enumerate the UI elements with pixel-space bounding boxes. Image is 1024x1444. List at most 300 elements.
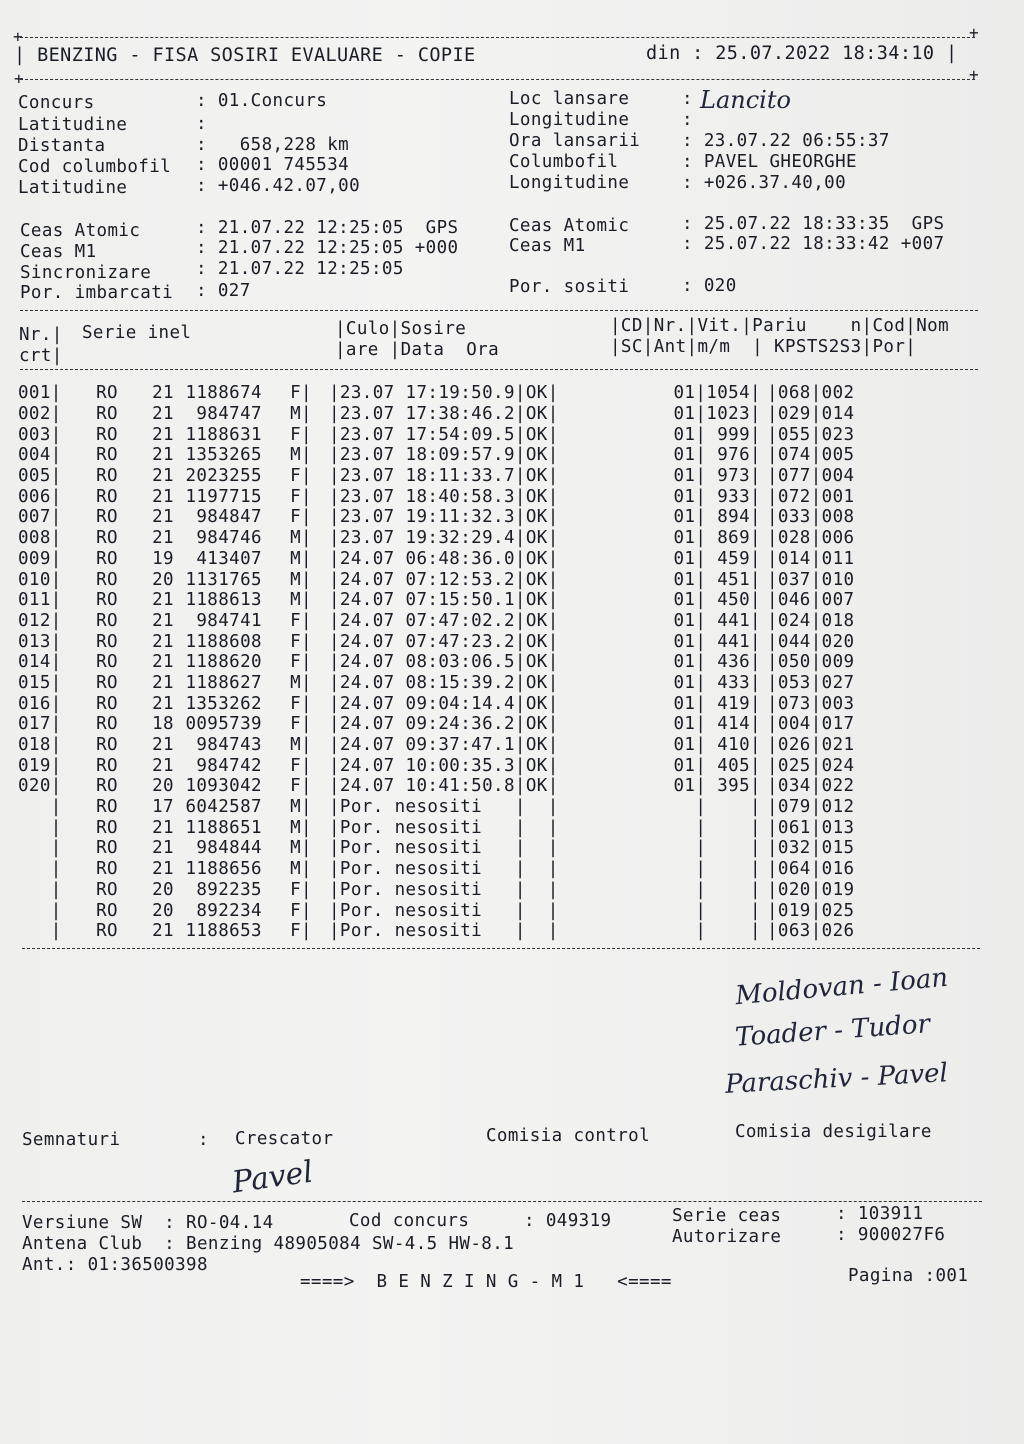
row-ant: | |	[673, 838, 761, 859]
row-ant: | |	[673, 797, 761, 818]
row-sosire: |24.07 07:15:50.1|OK|	[329, 590, 559, 611]
row-an: 17	[152, 797, 174, 818]
row-tara: RO	[96, 735, 118, 756]
row-tara: RO	[96, 652, 118, 673]
row-tara: RO	[96, 590, 118, 611]
row-nr: 020|	[18, 776, 62, 797]
row-nr: 006|	[18, 486, 62, 507]
row-sex: F|	[290, 879, 312, 900]
row-tara: RO	[96, 672, 118, 693]
row-nr: |	[18, 797, 62, 818]
row-nr: 002|	[18, 404, 62, 425]
info-value: : +026.37.40,00	[682, 173, 847, 193]
row-inel: 1188674	[185, 383, 262, 404]
table-row	[18, 445, 855, 466]
table-row	[18, 838, 855, 859]
row-ant: 01| 410|	[673, 735, 761, 756]
row-sex: M|	[290, 569, 312, 590]
row-sex: M|	[290, 735, 312, 756]
footer-antenna: Antena Club : Benzing 48905084 SW-4.5 HW-8.1	[22, 1234, 515, 1254]
row-sex: M|	[290, 528, 312, 549]
row-an: 21	[152, 590, 174, 611]
footer-clock-serial: : 103911	[836, 1204, 924, 1224]
row-sex: M|	[290, 859, 312, 880]
info-label: Loc lansare	[509, 89, 630, 109]
table-row	[18, 549, 855, 570]
table-top-border	[20, 310, 978, 311]
row-inel: 1188627	[185, 672, 262, 693]
table-row	[18, 590, 855, 611]
row-tara: RO	[96, 693, 118, 714]
row-sex: F|	[290, 921, 312, 942]
info-label: Distanta	[18, 136, 106, 156]
row-ant: 01| 459|	[673, 548, 761, 569]
row-an: 21	[152, 735, 174, 756]
row-tara: RO	[96, 755, 118, 776]
row-sex: M|	[290, 590, 312, 611]
row-cod: |064|016	[767, 859, 855, 880]
row-nr: 004|	[18, 445, 62, 466]
row-an: 21	[152, 445, 174, 466]
table-row	[18, 693, 855, 714]
row-tara: RO	[96, 528, 118, 549]
row-ant: 01| 441|	[673, 610, 761, 631]
row-inel: 984847	[196, 507, 262, 528]
row-cod: |025|024	[767, 755, 855, 776]
row-nr: 013|	[18, 631, 62, 652]
row-ant: 01| 419|	[673, 693, 761, 714]
row-cod: |019|025	[767, 900, 855, 921]
row-tara: RO	[96, 507, 118, 528]
corner-plus: +	[969, 23, 979, 42]
row-nr: 009|	[18, 548, 62, 569]
row-ant: 01| 433|	[673, 672, 761, 693]
row-sex: F|	[290, 424, 312, 445]
report-title: | BENZING - FISA SOSIRI EVALUARE - COPIE	[14, 45, 476, 66]
row-cod: |024|018	[767, 610, 855, 631]
row-sex: M|	[290, 404, 312, 425]
row-sex: F|	[290, 776, 312, 797]
row-sex: F|	[290, 610, 312, 631]
info-label: Latitudine	[18, 115, 128, 135]
clock-label: Ceas Atomic	[20, 221, 141, 241]
row-sex: F|	[290, 900, 312, 921]
row-nr: 010|	[18, 569, 62, 590]
row-inel: 984741	[196, 610, 262, 631]
table-row	[18, 859, 855, 880]
row-ant: 01| 395|	[673, 776, 761, 797]
info-value: : 23.07.22 06:55:37	[682, 131, 890, 151]
row-inel: 984743	[196, 735, 262, 756]
row-inel: 1197715	[185, 486, 262, 507]
row-an: 21	[152, 424, 174, 445]
row-sosire: |24.07 09:37:47.1|OK|	[329, 735, 559, 756]
table-row	[18, 673, 855, 694]
footer-contest-code: Cod concurs : 049319	[349, 1211, 612, 1231]
clock-label: Ceas Atomic	[509, 216, 630, 236]
row-ant: 01| 405|	[673, 755, 761, 776]
row-an: 20	[152, 900, 174, 921]
row-an: 19	[152, 548, 174, 569]
row-cod: |033|008	[767, 507, 855, 528]
row-tara: RO	[96, 424, 118, 445]
row-nr: 015|	[18, 672, 62, 693]
row-sosire: |24.07 08:15:39.2|OK|	[329, 672, 559, 693]
row-nr: 016|	[18, 693, 62, 714]
row-tara: RO	[96, 569, 118, 590]
row-an: 21	[152, 528, 174, 549]
row-tara: RO	[96, 921, 118, 942]
table-row	[18, 424, 855, 445]
row-an: 21	[152, 817, 174, 838]
table-row	[18, 569, 855, 590]
row-ant: 01| 450|	[673, 590, 761, 611]
row-sex: F|	[290, 693, 312, 714]
col-serie-inel: Serie inel	[82, 323, 192, 343]
corner-plus: +	[13, 27, 23, 46]
info-value: : PAVEL GHEORGHE	[682, 152, 857, 172]
row-sosire: |23.07 17:54:09.5|OK|	[329, 424, 559, 445]
table-row	[18, 900, 855, 921]
row-inel: 1131765	[185, 569, 262, 590]
row-sex: M|	[290, 445, 312, 466]
row-inel: 892234	[196, 900, 262, 921]
footer-brand: ====> B E N Z I N G - M 1 <====	[300, 1272, 672, 1292]
info-label: Latitudine	[18, 178, 128, 198]
info-label: Columbofil	[509, 152, 619, 172]
row-tara: RO	[96, 610, 118, 631]
row-inel: 6042587	[185, 797, 262, 818]
row-ant: | |	[673, 817, 761, 838]
row-an: 21	[152, 486, 174, 507]
row-inel: 1188653	[185, 921, 262, 942]
row-inel: 1093042	[185, 776, 262, 797]
corner-plus: +	[14, 69, 24, 88]
row-cod: |050|009	[767, 652, 855, 673]
row-inel: 984742	[196, 755, 262, 776]
row-ant: 01| 933|	[673, 486, 761, 507]
info-value: :	[682, 89, 693, 109]
row-inel: 1188608	[185, 631, 262, 652]
clock-label: Por. sositi	[509, 277, 630, 297]
row-nr: |	[18, 859, 62, 880]
col-nr: Nr.|	[19, 325, 63, 345]
row-inel: 2023255	[185, 466, 262, 487]
clock-value: : 020	[682, 276, 737, 296]
row-cod: |079|012	[767, 797, 855, 818]
row-tara: RO	[96, 797, 118, 818]
row-tara: RO	[96, 776, 118, 797]
row-sosire: |Por. nesositi | |	[329, 817, 559, 838]
table-row	[18, 880, 855, 901]
row-cod: |074|005	[767, 445, 855, 466]
row-sex: F|	[290, 466, 312, 487]
row-an: 21	[152, 466, 174, 487]
row-ant: 01| 999|	[673, 424, 761, 445]
row-cod: |029|014	[767, 404, 855, 425]
row-nr: |	[18, 900, 62, 921]
row-nr: 007|	[18, 507, 62, 528]
row-an: 21	[152, 755, 174, 776]
row-sosire: |24.07 10:41:50.8|OK|	[329, 776, 559, 797]
row-tara: RO	[96, 445, 118, 466]
row-sosire: |Por. nesositi | |	[329, 921, 559, 942]
row-sex: M|	[290, 838, 312, 859]
row-sosire: |24.07 07:12:53.2|OK|	[329, 569, 559, 590]
row-ant: 01|1023|	[673, 404, 761, 425]
row-cod: |014|011	[767, 548, 855, 569]
row-ant: | |	[673, 921, 761, 942]
col-cd-nr-vit: |CD|Nr.|Vit.|Pariu n|Cod|Nom	[610, 316, 950, 336]
table-row	[18, 507, 855, 528]
table-row	[18, 383, 855, 404]
table-row	[18, 652, 855, 673]
row-sosire: |24.07 10:00:35.3|OK|	[329, 755, 559, 776]
info-value: : 01.Concurs	[196, 91, 328, 111]
row-nr: 018|	[18, 735, 62, 756]
row-an: 21	[152, 383, 174, 404]
row-ant: 01| 976|	[673, 445, 761, 466]
row-sosire: |24.07 06:48:36.0|OK|	[329, 548, 559, 569]
row-sosire: |24.07 07:47:02.2|OK|	[329, 610, 559, 631]
clock-value: : 21.07.22 12:25:05	[196, 259, 404, 279]
row-ant: 01| 436|	[673, 652, 761, 673]
signatures-label: Semnaturi	[22, 1130, 121, 1150]
row-cod: |044|020	[767, 631, 855, 652]
table-row	[18, 466, 855, 487]
row-inel: 1353262	[185, 693, 262, 714]
row-sosire: |23.07 18:40:58.3|OK|	[329, 486, 559, 507]
row-an: 20	[152, 569, 174, 590]
table-row	[18, 486, 855, 507]
row-sex: F|	[290, 652, 312, 673]
row-cod: |032|015	[767, 838, 855, 859]
row-inel: 0095739	[185, 714, 262, 735]
row-tara: RO	[96, 486, 118, 507]
row-inel: 413407	[196, 548, 262, 569]
row-cod: |055|023	[767, 424, 855, 445]
row-sex: M|	[290, 548, 312, 569]
row-inel: 1188656	[185, 859, 262, 880]
row-ant: | |	[673, 879, 761, 900]
footer-clock-serial-label: Serie ceas	[672, 1206, 782, 1226]
row-an: 21	[152, 404, 174, 425]
row-sex: F|	[290, 631, 312, 652]
row-nr: |	[18, 838, 62, 859]
row-tara: RO	[96, 900, 118, 921]
row-tara: RO	[96, 859, 118, 880]
row-tara: RO	[96, 548, 118, 569]
row-nr: 014|	[18, 652, 62, 673]
info-value: :	[196, 114, 207, 134]
signature-unseal-label: Comisia desigilare	[735, 1122, 932, 1142]
row-sex: F|	[290, 486, 312, 507]
row-sosire: |23.07 19:32:29.4|OK|	[329, 528, 559, 549]
row-sosire: |24.07 08:03:06.5|OK|	[329, 652, 559, 673]
row-sex: F|	[290, 755, 312, 776]
row-cod: |046|007	[767, 590, 855, 611]
info-value: :	[682, 110, 693, 130]
launch-place-handwriting: Lancito	[700, 86, 791, 114]
table-row	[18, 735, 855, 756]
row-sex: F|	[290, 714, 312, 735]
row-tara: RO	[96, 879, 118, 900]
row-nr: 003|	[18, 424, 62, 445]
col-crt: crt|	[19, 346, 63, 366]
info-label: Ora lansarii	[509, 131, 641, 151]
row-nr: |	[18, 879, 62, 900]
clock-label: Ceas M1	[509, 236, 586, 256]
info-value: : 658,228 km	[196, 135, 350, 155]
report-date: din : 25.07.2022 18:34:10 |	[646, 43, 958, 64]
row-tara: RO	[96, 404, 118, 425]
table-row	[18, 714, 855, 735]
row-cod: |026|021	[767, 735, 855, 756]
clock-value: : 25.07.22 18:33:35 GPS	[682, 214, 945, 234]
table-row	[18, 404, 855, 425]
col-culoare-sosire: |Culo|Sosire	[335, 319, 467, 339]
info-label: Cod columbofil	[18, 157, 172, 177]
row-sosire: |Por. nesositi | |	[329, 797, 559, 818]
row-inel: 984747	[196, 404, 262, 425]
row-nr: 017|	[18, 714, 62, 735]
row-ant: 01| 869|	[673, 528, 761, 549]
row-ant: 01| 451|	[673, 569, 761, 590]
row-an: 18	[152, 714, 174, 735]
row-ant: 01| 414|	[673, 714, 761, 735]
row-inel: 1188651	[185, 817, 262, 838]
row-tara: RO	[96, 714, 118, 735]
row-inel: 892235	[196, 879, 262, 900]
row-inel: 984746	[196, 528, 262, 549]
table-row	[18, 921, 855, 942]
row-an: 21	[152, 693, 174, 714]
table-row	[18, 528, 855, 549]
footer-ant: Ant.: 01:36500398	[22, 1255, 208, 1275]
row-an: 21	[152, 507, 174, 528]
row-nr: |	[18, 921, 62, 942]
row-cod: |004|017	[767, 714, 855, 735]
row-sosire: |24.07 07:47:23.2|OK|	[329, 631, 559, 652]
col-sc-ant-mm: |SC|Ant|m/m | KPSTS2S3|Por|	[610, 337, 917, 357]
breeder-signature: Pavel	[229, 1154, 316, 1201]
row-tara: RO	[96, 466, 118, 487]
col-data-ora: |are |Data Ora	[335, 340, 500, 360]
row-cod: |072|001	[767, 486, 855, 507]
corner-plus: +	[969, 65, 979, 84]
row-inel: 1188631	[185, 424, 262, 445]
row-ant: 01| 894|	[673, 507, 761, 528]
row-inel: 1188613	[185, 590, 262, 611]
row-sex: F|	[290, 507, 312, 528]
row-sosire: |Por. nesositi | |	[329, 859, 559, 880]
row-ant: | |	[673, 900, 761, 921]
signature-control-label: Comisia control	[486, 1126, 651, 1146]
results-table	[18, 383, 855, 942]
row-ant: 01| 441|	[673, 631, 761, 652]
table-row	[18, 797, 855, 818]
row-sosire: |24.07 09:24:36.2|OK|	[329, 714, 559, 735]
table-row	[18, 755, 855, 776]
row-nr: 019|	[18, 755, 62, 776]
table-row	[18, 631, 855, 652]
footer-page: Pagina :001	[848, 1266, 969, 1286]
row-cod: |034|022	[767, 776, 855, 797]
clock-label: Sincronizare	[20, 263, 152, 283]
handwritten-name: Paraschiv - Pavel	[724, 1058, 949, 1100]
row-cod: |028|006	[767, 528, 855, 549]
row-an: 21	[152, 838, 174, 859]
handwritten-name: Moldovan - Ioan	[734, 962, 950, 1012]
row-sosire: |23.07 18:11:33.7|OK|	[329, 466, 559, 487]
row-sosire: |Por. nesositi | |	[329, 900, 559, 921]
row-sex: M|	[290, 797, 312, 818]
row-cod: |020|019	[767, 879, 855, 900]
row-tara: RO	[96, 631, 118, 652]
row-sex: M|	[290, 672, 312, 693]
row-an: 21	[152, 631, 174, 652]
clock-label: Ceas M1	[20, 242, 97, 262]
row-cod: |063|026	[767, 921, 855, 942]
clock-value: : 25.07.22 18:33:42 +007	[682, 234, 945, 254]
footer-authorization-label: Autorizare	[672, 1227, 782, 1247]
row-inel: 984844	[196, 838, 262, 859]
clock-value: : 21.07.22 12:25:05 +000	[196, 238, 459, 258]
row-inel: 1188620	[185, 652, 262, 673]
info-label: Longitudine	[509, 110, 630, 130]
row-nr: 008|	[18, 528, 62, 549]
row-ant: 01| 973|	[673, 466, 761, 487]
clock-value: : 21.07.22 12:25:05 GPS	[196, 218, 459, 238]
footer-version: Versiune SW : RO-04.14	[22, 1213, 274, 1233]
row-inel: 1353265	[185, 445, 262, 466]
footer-top-border	[22, 1201, 982, 1202]
top-border	[20, 37, 975, 38]
row-sosire: |23.07 18:09:57.9|OK|	[329, 445, 559, 466]
handwritten-name: Toader - Tudor	[734, 1009, 931, 1053]
row-ant: | |	[673, 859, 761, 880]
row-an: 21	[152, 610, 174, 631]
table-header-bottom-border	[20, 369, 978, 370]
row-an: 21	[152, 672, 174, 693]
row-nr: 001|	[18, 383, 62, 404]
table-row	[18, 817, 855, 838]
row-an: 21	[152, 652, 174, 673]
header-bottom-border	[20, 79, 975, 80]
info-value: : +046.42.07,00	[196, 176, 361, 196]
row-sex: M|	[290, 817, 312, 838]
row-tara: RO	[96, 817, 118, 838]
row-sosire: |23.07 19:11:32.3|OK|	[329, 507, 559, 528]
row-nr: 005|	[18, 466, 62, 487]
table-row	[18, 776, 855, 797]
row-an: 20	[152, 776, 174, 797]
row-nr: 011|	[18, 590, 62, 611]
row-sosire: |Por. nesositi | |	[329, 879, 559, 900]
signature-breeder-label: Crescator	[235, 1129, 334, 1149]
footer-authorization: : 900027F6	[836, 1225, 946, 1245]
row-an: 21	[152, 859, 174, 880]
row-cod: |073|003	[767, 693, 855, 714]
row-cod: |053|027	[767, 672, 855, 693]
row-tara: RO	[96, 383, 118, 404]
signatures-separator: :	[198, 1130, 209, 1150]
row-tara: RO	[96, 838, 118, 859]
row-an: 21	[152, 921, 174, 942]
row-an: 20	[152, 879, 174, 900]
row-sex: F|	[290, 383, 312, 404]
row-ant: 01|1054|	[673, 383, 761, 404]
